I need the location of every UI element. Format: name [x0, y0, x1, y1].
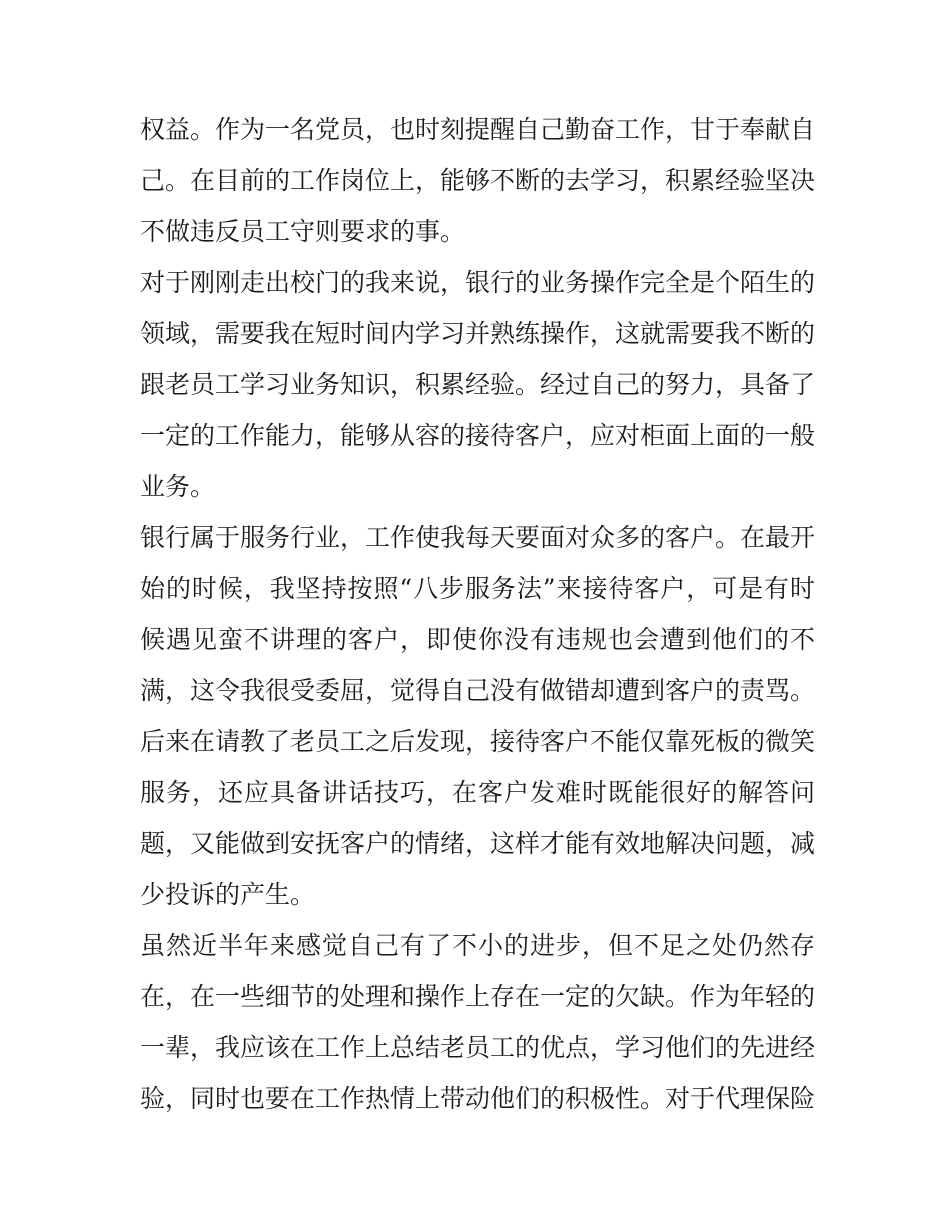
paragraph-3: 银行属于服务行业，工作使我每天要面对众多的客户。在最开始的时候，我坚持按照“八步服务法”来接待客户，可是有时候遇见蛮不讲理的客户，即使你没有违规也会遭到他们的不满，这令我很受委屈，觉得自己没有做错却遭到客户的责骂。后来在请教了老员工之后发现，接待客户不能仅靠死板的微笑服务，还应具备讲话技巧，在客户发难时既能很好的解答问题，又能做到安抚客户的情绪，这样才能有效地解决问题，减少投诉的产生。: [140, 523, 816, 909]
paragraph-4: 虽然近半年来感觉自己有了不小的进步，但不足之处仍然存在，在一些细节的处理和操作上存在一定的欠缺。作为年轻的一辈，我应该在工作上总结老员工的优点，学习他们的先进经验，同时也要在工作热情上带动他们的积极性。对于代理保险: [140, 931, 816, 1113]
paragraph-1: 权益。作为一名党员，也时刻提醒自己勤奋工作，甘于奉献自己。在目前的工作岗位上，能够不断的去学习，积累经验坚决不做违反员工守则要求的事。: [140, 115, 816, 246]
paragraph-2: 对于刚刚走出校门的我来说，银行的业务操作完全是个陌生的领域，需要我在短时间内学习并熟练操作，这就需要我不断的跟老员工学习业务知识，积累经验。经过自己的努力，具备了一定的工作能力，能够从容的接待客户，应对柜面上面的一般业务。: [140, 268, 816, 501]
document-body: [140, 104, 815, 1124]
